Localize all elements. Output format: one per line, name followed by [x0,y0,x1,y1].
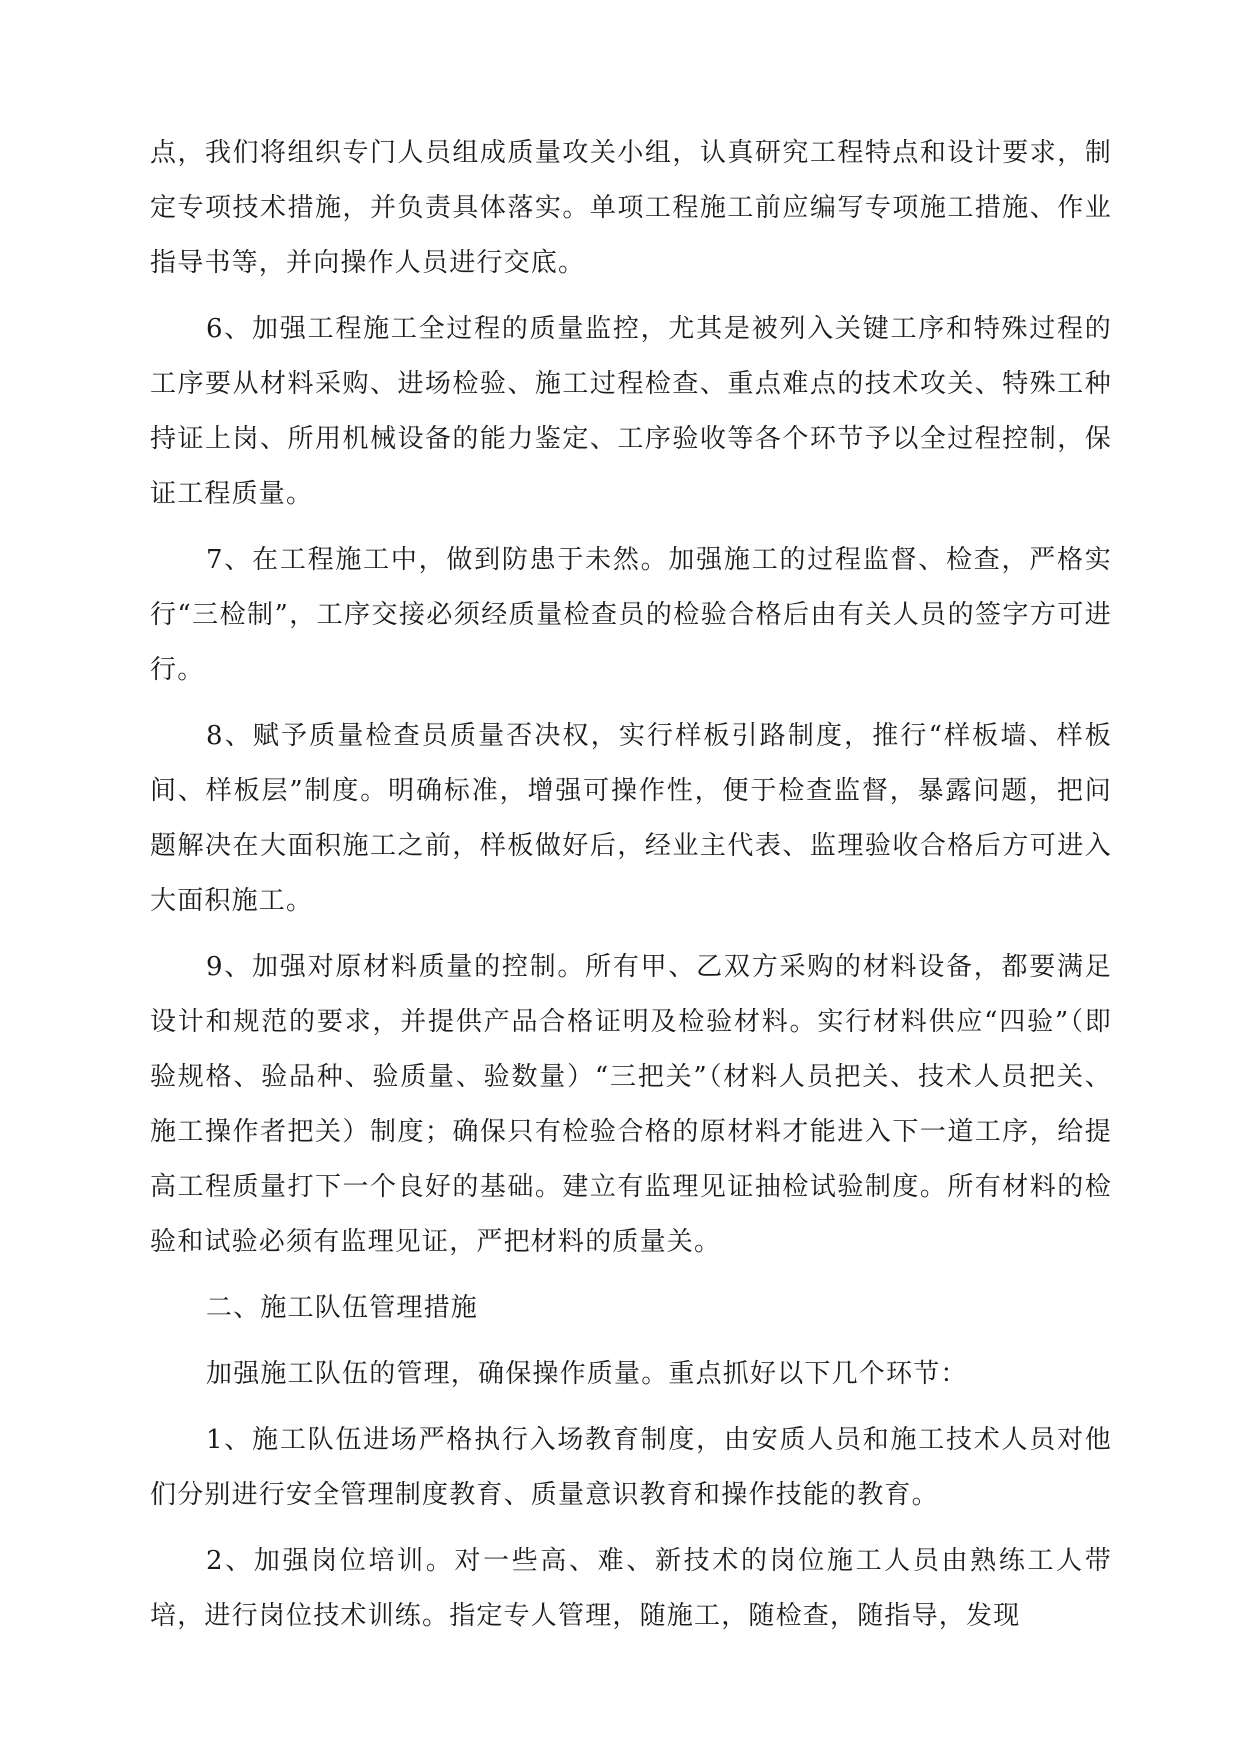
paragraph-continuation: 点，我们将组织专门人员组成质量攻关小组，认真研究工程特点和设计要求，制定专项技术措施，并负责具体落实。单项工程施工前应编写专项施工措施、作业指导书等，并向操作人员进行交底。 [150,138,1112,278]
paragraph-item-2: 2、加强岗位培训。对一些高、难、新技术的岗位施工人员由熟练工人带培，进行岗位技术训练。指定专人管理，随施工，随检查，随指导，发现 [150,1546,1112,1631]
paragraph-item-9: 9、加强对原材料质量的控制。所有甲、乙双方采购的材料设备，都要满足设计和规范的要求，并提供产品合格证明及检验材料。实行材料供应“四验”（即验规格、验品种、验质量、验数量）“三把关”（材料人员把关、技术人员把关、施工操作者把关）制度；确保只有检验合格的原材料才能进入下一道工序，给提高工程质量打下一个良好的基础。建立有监理见证抽检试验制度。所有材料的检验和试验必须有监理见证，严把材料的质量关。 [150,952,1112,1257]
paragraph-item-6: 6、加强工程施工全过程的质量监控，尤其是被列入关键工序和特殊过程的工序要从材料采购、进场检验、施工过程检查、重点难点的技术攻关、特殊工种持证上岗、所用机械设备的能力鉴定、工序验收等各个环节予以全过程控制，保证工程质量。 [150,314,1112,509]
paragraph-item-7: 7、在工程施工中，做到防患于未然。加强施工的过程监督、检查，严格实行“三检制”，工序交接必须经质量检查员的检验合格后由有关人员的签字方可进行。 [150,545,1112,685]
section-heading: 二、施工队伍管理措施 [206,1293,479,1323]
paragraph-item-1: 1、施工队伍进场严格执行入场教育制度，由安质人员和施工技术人员对他们分别进行安全管理制度教育、质量意识教育和操作技能的教育。 [150,1425,1112,1510]
paragraph-intro: 加强施工队伍的管理，确保操作质量。重点抓好以下几个环节： [206,1359,968,1389]
paragraph-item-8: 8、赋予质量检查员质量否决权，实行样板引路制度，推行“样板墙、样板间、样板层”制度。明确标准，增强可操作性，便于检查监督，暴露问题，把问题解决在大面积施工之前，样板做好后，经业主代表、监理验收合格后方可进入大面积施工。 [150,721,1112,916]
document-page [150,126,1112,1655]
